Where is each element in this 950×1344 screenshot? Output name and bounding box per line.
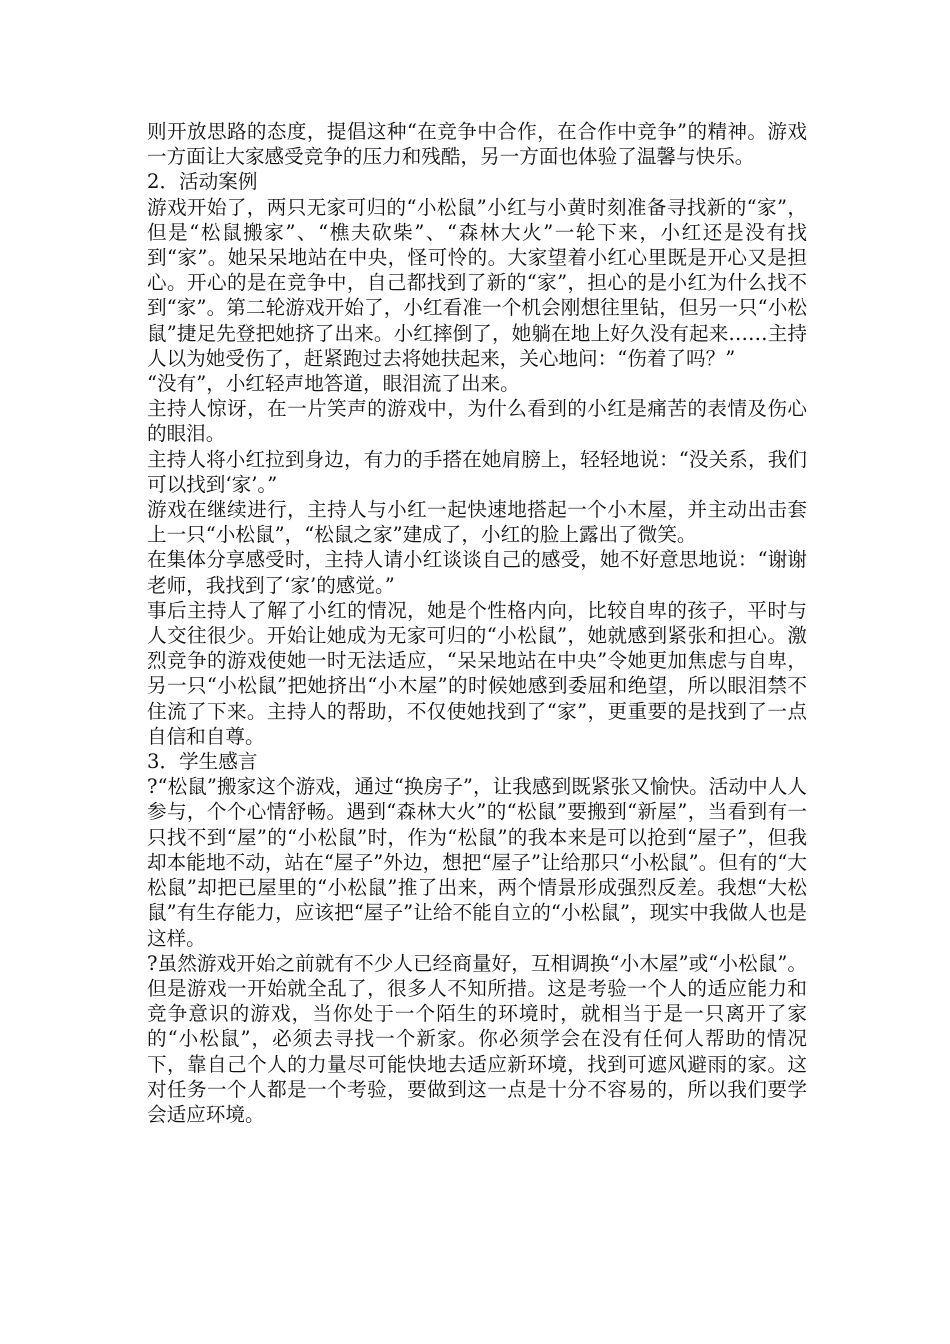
intro-paragraph: 则开放思路的态度，提倡这种“在竞争中合作，在合作中竞争”的精神。游戏一方面让大家感受竞争的压力和残酷，另一方面也体验了温馨与快乐。	[147, 120, 807, 169]
case-paragraph-5: 游戏在继续进行，主持人与小红一起快速地搭起一个小木屋，并主动出击套上一只“小松鼠”，“松鼠之家”建成了，小红的脸上露出了微笑。	[147, 498, 807, 547]
case-paragraph-6: 在集体分享感受时，主持人请小红谈谈自己的感受，她不好意思地说：“谢谢老师，我找到了‘家’的感觉。”	[147, 548, 807, 597]
case-paragraph-4: 主持人将小红拉到身边，有力的手搭在她肩膀上，轻轻地说：“没关系，我们可以找到‘家’。”	[147, 447, 807, 496]
section-heading-activity-case: 2．活动案例	[147, 170, 258, 194]
document-page	[147, 119, 807, 1127]
case-paragraph-2: “没有”，小红轻声地答道，眼泪流了出来。	[147, 372, 520, 396]
section-heading-student-comments: 3．学生感言	[147, 750, 258, 774]
case-paragraph-1: 游戏开始了，两只无家可归的“小松鼠”小红与小黄时刻准备寻找新的“家”，但是“松鼠搬家”、“樵夫砍柴”、“森林大火”一轮下来，小红还是没有找到“家”。她呆呆地站在中央，怪可怜的。大家望着小红心里既是开心又是担心。开心的是在竞争中，自己都找到了新的“家”，担心的是小红为什么找不到“家”。第二轮游戏开始了，小红看准一个机会刚想往里钻，但另一只“小松鼠”捷足先登把她挤了出来。小红摔倒了，她躺在地上好久没有起来……主持人以为她受伤了，赶紧跑过去将她扶起来，关心地问：“伤着了吗？”	[147, 195, 807, 370]
case-paragraph-7: 事后主持人了解了小红的情况，她是个性格内向，比较自卑的孩子，平时与人交往很少。开始让她成为无家可归的“小松鼠”，她就感到紧张和担心。激烈竞争的游戏使她一时无法适应，“呆呆地站在中央”令她更加焦虑与自卑，另一只“小松鼠”把她挤出“小木屋”的时候她感到委屈和绝望，所以眼泪禁不住流了下来。主持人的帮助，不仅使她找到了“家”，更重要的是找到了一点自信和自尊。	[147, 598, 807, 748]
student-comment-1: ?“松鼠”搬家这个游戏，通过“换房子”，让我感到既紧张又愉快。活动中人人参与，个个心情舒畅。遇到“森林大火”的“松鼠”要搬到“新屋”，当看到有一只找不到“屋”的“小松鼠”时，作为“松鼠”的我本来是可以抢到“屋子”，但我却本能地不动，站在“屋子”外边，想把“屋子”让给那只“小松鼠”。但有的“大松鼠”却把已屋里的“小松鼠”推了出来，两个情景形成强烈反差。我想“大松鼠”有生存能力，应该把“屋子”让给不能自立的“小松鼠”，现实中我做人也是这样。	[147, 775, 807, 950]
student-comment-2: ?虽然游戏开始之前就有不少人已经商量好，互相调换“小木屋”或“小松鼠”。但是游戏一开始就全乱了，很多人不知所措。这是考验一个人的适应能力和竞争意识的游戏，当你处于一个陌生的环境时，就相当于是一只离开了家的“小松鼠”，必须去寻找一个新家。你必须学会在没有任何人帮助的情况下，靠自己个人的力量尽可能快地去适应新环境，找到可遮风避雨的家。这对任务一个人都是一个考验，要做到这一点是十分不容易的，所以我们要学会适应环境。	[147, 951, 807, 1126]
case-paragraph-3: 主持人惊讶，在一片笑声的游戏中，为什么看到的小红是痛苦的表情及伤心的眼泪。	[147, 397, 807, 446]
